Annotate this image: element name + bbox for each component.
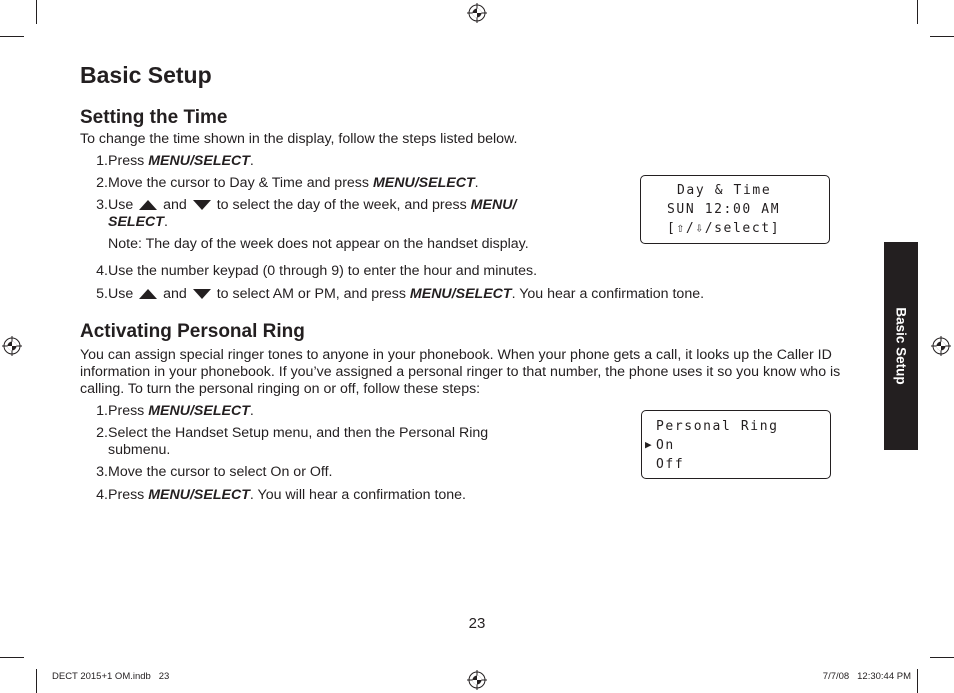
footer-timestamp: 7/7/08 12:30:44 PM [822, 671, 911, 682]
list-item: 2. Move the cursor to Day & Time and press MENU/SELECT. [96, 175, 479, 191]
up-arrow-icon [139, 200, 157, 210]
down-arrow-icon [193, 200, 211, 210]
list-item: 3. Move the cursor to select On or Off. [96, 464, 333, 480]
handset-display-day-time [640, 175, 830, 244]
down-arrow-icon [193, 289, 211, 299]
page-number: 23 [468, 615, 486, 632]
crop-mark [930, 36, 954, 37]
list-item: 3. Use and to select the day of the week, and press MENU/ SELECT. [96, 197, 517, 230]
display-line: SUN 12:00 AM [667, 202, 781, 217]
list-item: 1. Press MENU/SELECT. [96, 153, 254, 169]
display-line: Personal Ring [656, 419, 779, 434]
display-line: [⇧/⇩/select] [667, 221, 781, 236]
section-heading-setting-time: Setting the Time [80, 107, 228, 128]
display-line: Day & Time [677, 183, 772, 198]
crop-mark [930, 657, 954, 658]
crop-mark [0, 36, 24, 37]
handset-display-personal-ring [641, 410, 831, 479]
footer-file-info: DECT 2015+1 OM.indb 23 [52, 671, 170, 682]
crop-mark [917, 0, 918, 24]
list-item: 5. Use and to select AM or PM, and press MENU/SELECT. You hear a confirmation tone. [96, 286, 705, 302]
section-intro: To change the time shown in the display, follow the steps listed below. [80, 131, 518, 147]
display-line: Off [656, 457, 685, 472]
cursor-icon: ▶ [645, 438, 654, 451]
display-line: On [656, 438, 675, 453]
list-item: 4. Use the number keypad (0 through 9) to enter the hour and minutes. [96, 263, 538, 279]
registration-mark-icon [467, 670, 487, 690]
registration-mark-icon [931, 336, 951, 356]
crop-mark [0, 657, 24, 658]
section-intro: You can assign special ringer tones to anyone in your phonebook. When your phone gets a call, it looks up the Caller ID information in your phonebook. If you’ve assigned a personal ringer to that number, the phone uses it so you know who is calling. To turn the personal ringing on or off, follow these steps: [80, 347, 841, 397]
side-tab-label: Basic Setup [893, 307, 909, 385]
crop-mark [36, 0, 37, 24]
list-item: 4. Press MENU/SELECT. You will hear a confirmation tone. [96, 487, 467, 503]
crop-mark [917, 669, 918, 693]
note: Note: The day of the week does not appear on the handset display. [108, 236, 529, 252]
crop-mark [36, 669, 37, 693]
page-title: Basic Setup [80, 62, 212, 88]
side-tab [884, 242, 918, 450]
registration-mark-icon [2, 336, 22, 356]
list-item: 1. Press MENU/SELECT. [96, 403, 254, 419]
up-arrow-icon [139, 289, 157, 299]
section-heading-personal-ring: Activating Personal Ring [80, 321, 305, 342]
registration-mark-icon [467, 3, 487, 23]
list-item: 2. Select the Handset Setup menu, and then the Personal Ring submenu. [96, 425, 489, 458]
